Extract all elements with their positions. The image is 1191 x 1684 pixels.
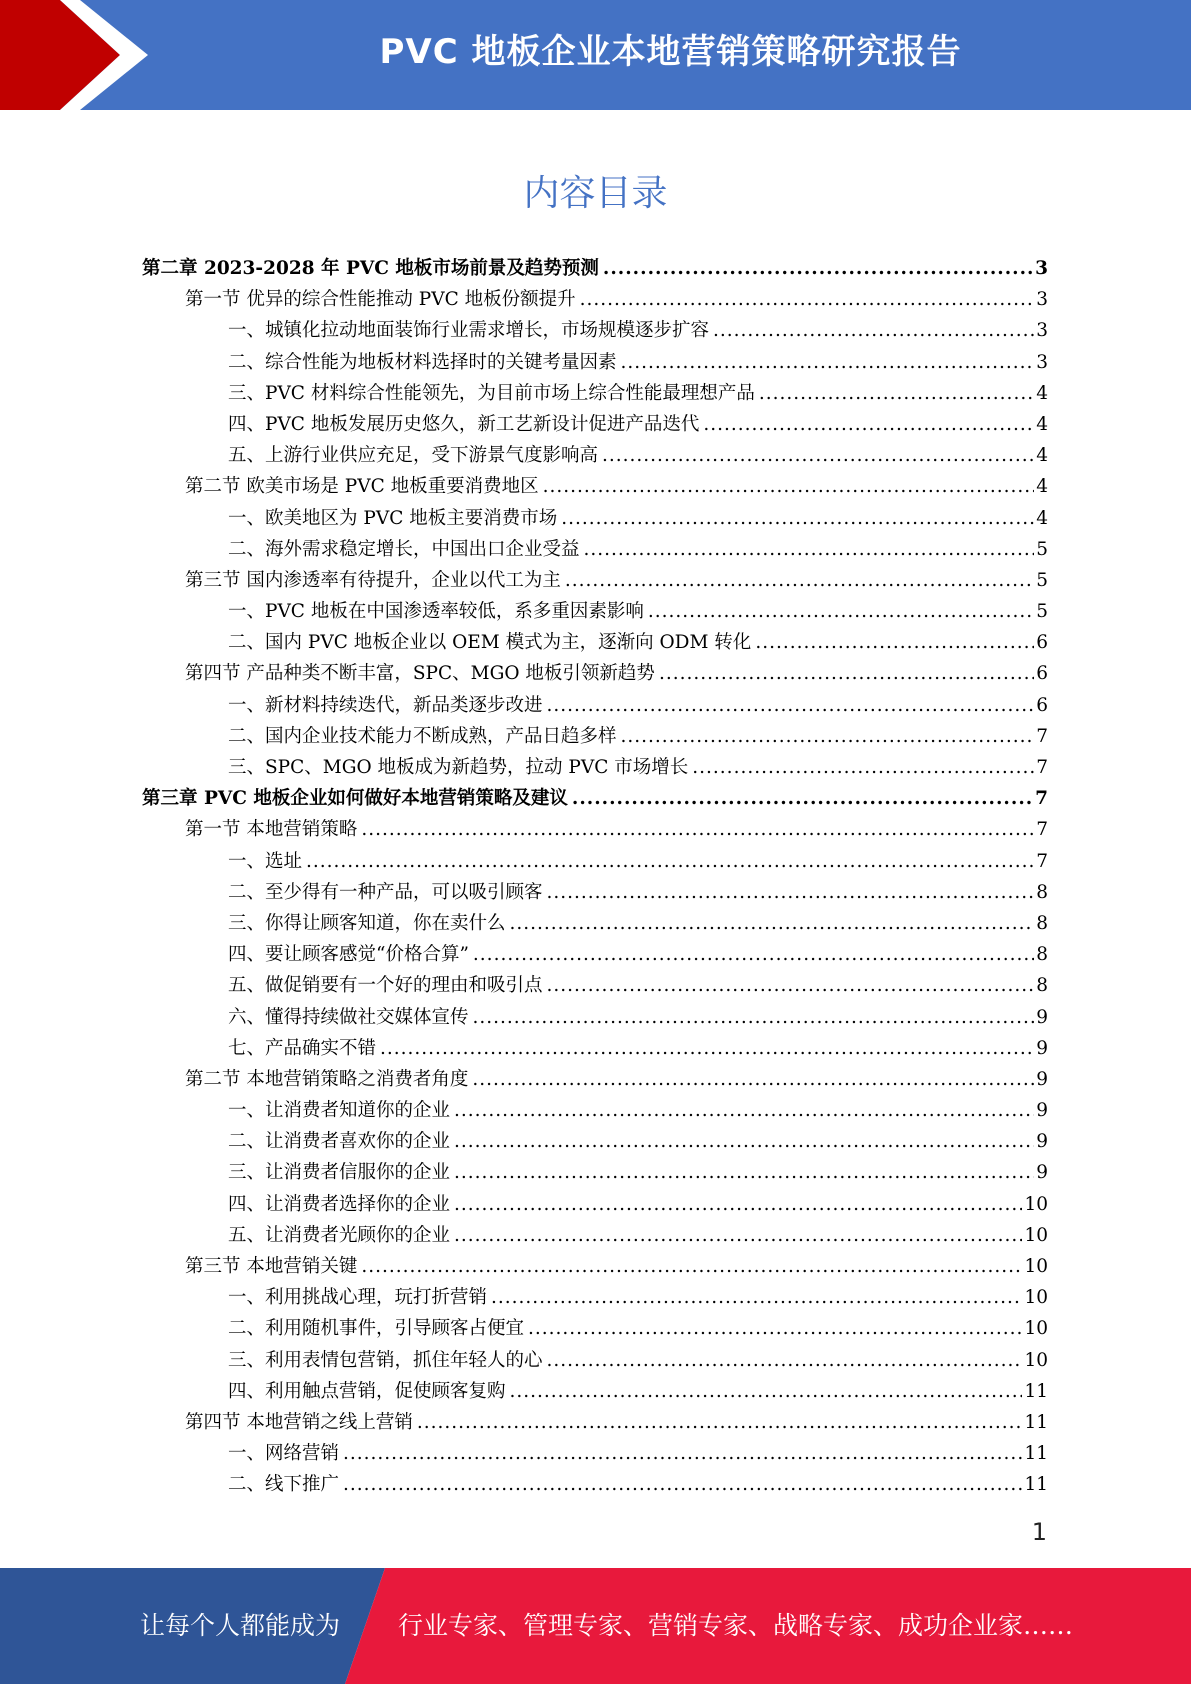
toc-entry-label: 四、要让顾客感觉“价格合算” xyxy=(228,944,469,966)
toc-dot-leader xyxy=(565,570,1034,591)
toc-entry-page: 11 xyxy=(1024,1411,1048,1433)
toc-entry-label: 第三节 本地营销关键 xyxy=(185,1256,358,1277)
toc-dot-leader xyxy=(561,508,1034,529)
toc-entry[interactable] xyxy=(142,1158,1048,1189)
toc-entry[interactable] xyxy=(142,1377,1048,1408)
toc-entry[interactable] xyxy=(142,815,1048,846)
toc-entry-page: 10 xyxy=(1024,1256,1048,1277)
toc-dot-leader xyxy=(380,1038,1034,1059)
toc-entry[interactable] xyxy=(142,472,1048,503)
toc-entry-page: 4 xyxy=(1036,413,1048,435)
toc-entry-page: 7 xyxy=(1036,725,1048,747)
toc-dot-leader xyxy=(417,1412,1023,1433)
table-of-contents xyxy=(142,254,1048,1502)
toc-entry-page: 4 xyxy=(1036,507,1048,529)
toc-entry-label: 第二节 本地营销策略之消费者角度 xyxy=(185,1068,469,1090)
toc-dot-leader xyxy=(547,975,1035,996)
toc-entry-label: 六、懂得持续做社交媒体宣传 xyxy=(228,1006,469,1028)
toc-entry-label: 五、上游行业供应充足，受下游景气度影响高 xyxy=(228,445,599,467)
toc-entry[interactable] xyxy=(142,441,1048,472)
toc-entry[interactable] xyxy=(142,1408,1048,1439)
toc-dot-leader xyxy=(547,882,1035,903)
toc-entry-page: 3 xyxy=(1035,258,1048,279)
toc-entry-page: 11 xyxy=(1024,1380,1048,1402)
toc-dot-leader xyxy=(580,289,1035,310)
toc-entry-label: 一、城镇化拉动地面装饰行业需求增长，市场规模逐步扩容 xyxy=(228,320,710,342)
toc-entry-label: 一、选址 xyxy=(228,850,303,872)
page-header xyxy=(0,0,1191,110)
footer-slogan-left: 让每个人都能成为 xyxy=(140,1611,341,1640)
toc-entry-page: 7 xyxy=(1036,819,1048,841)
toc-entry-label: 三、SPC、MGO 地板成为新趋势，拉动 PVC 市场增长 xyxy=(228,757,689,778)
toc-entry-label: 四、让消费者选择你的企业 xyxy=(228,1193,451,1215)
toc-entry[interactable] xyxy=(142,410,1048,441)
toc-entry-page: 6 xyxy=(1036,663,1048,685)
toc-entry-page: 10 xyxy=(1024,1349,1048,1371)
toc-entry-page: 10 xyxy=(1024,1193,1048,1215)
toc-entry-label: 五、做促销要有一个好的理由和吸引点 xyxy=(228,975,543,997)
toc-entry-label: 三、利用表情包营销，抓住年轻人的心 xyxy=(228,1349,543,1371)
toc-entry-label: 三、PVC 材料综合性能领先，为目前市场上综合性能最理想产品 xyxy=(228,382,755,404)
toc-entry-label: 二、至少得有一种产品，可以吸引顾客 xyxy=(228,881,543,903)
toc-entry[interactable] xyxy=(142,254,1048,285)
toc-dot-leader xyxy=(547,1350,1023,1371)
toc-entry[interactable] xyxy=(142,348,1048,379)
toc-entry-label: 一、欧美地区为 PVC 地板主要消费市场 xyxy=(228,507,558,529)
toc-dot-leader xyxy=(759,383,1034,404)
toc-entry-page: 5 xyxy=(1036,538,1048,560)
toc-entry[interactable] xyxy=(142,566,1048,597)
toc-entry-label: 第二章 2023-2028 年 PVC 地板市场前景及趋势预测 xyxy=(142,258,599,279)
toc-entry-page: 4 xyxy=(1036,476,1048,498)
toc-dot-leader xyxy=(306,851,1034,872)
toc-entry-page: 4 xyxy=(1036,445,1048,467)
toc-entry[interactable] xyxy=(142,316,1048,347)
toc-dot-leader xyxy=(361,819,1034,840)
toc-entry-label: 第一节 优异的综合性能推动 PVC 地板份额提升 xyxy=(185,289,576,311)
toc-entry-page: 5 xyxy=(1036,569,1048,591)
toc-entry-label: 第三章 PVC 地板企业如何做好本地营销策略及建议 xyxy=(142,788,568,810)
toc-dot-leader xyxy=(621,352,1035,373)
toc-entry-label: 二、线下推广 xyxy=(228,1474,340,1496)
toc-entry[interactable] xyxy=(142,504,1048,535)
toc-entry-page: 9 xyxy=(1036,1162,1048,1184)
toc-entry-page: 9 xyxy=(1036,1006,1048,1028)
toc-entry-page: 8 xyxy=(1036,944,1048,966)
toc-entry[interactable] xyxy=(142,1283,1048,1314)
toc-entry-label: 三、你得让顾客知道，你在卖什么 xyxy=(228,912,506,934)
toc-entry-page: 7 xyxy=(1036,850,1048,872)
report-title: PVC 地板企业本地营销策略研究报告 xyxy=(379,32,962,72)
toc-entry[interactable] xyxy=(142,1065,1048,1096)
toc-dot-leader xyxy=(343,1443,1022,1464)
toc-entry[interactable] xyxy=(142,285,1048,316)
toc-entry-page: 5 xyxy=(1036,601,1048,623)
toc-entry[interactable] xyxy=(142,1252,1048,1283)
toc-entry-page: 7 xyxy=(1035,788,1048,810)
toc-dot-leader xyxy=(648,601,1034,622)
toc-dot-leader xyxy=(454,1225,1022,1246)
toc-entry-page: 9 xyxy=(1036,1100,1048,1122)
toc-dot-leader xyxy=(454,1100,1034,1121)
toc-entry-page: 10 xyxy=(1024,1224,1048,1246)
toc-entry[interactable] xyxy=(142,1314,1048,1345)
toc-dot-leader xyxy=(343,1474,1022,1495)
toc-dot-leader xyxy=(454,1194,1022,1215)
toc-entry[interactable] xyxy=(142,1439,1048,1470)
toc-entry-label: 第四节 本地营销之线上营销 xyxy=(185,1411,413,1433)
toc-entry-page: 9 xyxy=(1036,1037,1048,1059)
toc-entry-page: 6 xyxy=(1036,632,1048,654)
toc-dot-leader xyxy=(528,1318,1022,1339)
toc-entry-page: 8 xyxy=(1036,881,1048,903)
toc-dot-leader xyxy=(572,788,1033,809)
toc-entry-label: 七、产品确实不错 xyxy=(228,1037,377,1059)
toc-entry[interactable] xyxy=(142,878,1048,909)
toc-entry-label: 第三节 国内渗透率有待提升，企业以代工为主 xyxy=(185,569,561,591)
toc-dot-leader xyxy=(510,913,1035,934)
toc-entry-page: 7 xyxy=(1036,757,1048,778)
toc-entry-page: 10 xyxy=(1024,1318,1048,1340)
toc-dot-leader xyxy=(621,726,1035,747)
toc-entry[interactable] xyxy=(142,909,1048,940)
footer-slogan-right: 行业专家、管理专家、营销专家、战略专家、成功企业家…… xyxy=(398,1611,1074,1640)
toc-entry[interactable] xyxy=(142,379,1048,410)
page-number: 1 xyxy=(1031,1518,1047,1546)
toc-entry-label: 五、让消费者光顾你的企业 xyxy=(228,1224,451,1246)
toc-dot-leader xyxy=(584,539,1035,560)
toc-dot-leader xyxy=(510,1381,1023,1402)
toc-entry[interactable] xyxy=(142,1096,1048,1127)
toc-dot-leader xyxy=(603,258,1033,279)
toc-entry-label: 二、海外需求稳定增长，中国出口企业受益 xyxy=(228,538,580,560)
toc-entry-label: 二、国内 PVC 地板企业以 OEM 模式为主，逐渐向 ODM 转化 xyxy=(228,632,752,654)
toc-entry[interactable] xyxy=(142,628,1048,659)
toc-entry[interactable] xyxy=(142,1346,1048,1377)
toc-entry[interactable] xyxy=(142,1127,1048,1158)
toc-entry-page: 8 xyxy=(1036,975,1048,997)
toc-entry[interactable] xyxy=(142,1221,1048,1252)
toc-entry[interactable] xyxy=(142,847,1048,878)
toc-dot-leader xyxy=(473,944,1034,965)
toc-dot-leader xyxy=(491,1287,1022,1308)
toc-dot-leader xyxy=(472,1069,1034,1090)
toc-dot-leader xyxy=(659,663,1034,684)
toc-dot-leader xyxy=(454,1162,1034,1183)
toc-entry-label: 一、网络营销 xyxy=(228,1443,340,1465)
toc-entry-label: 二、国内企业技术能力不断成熟，产品日趋多样 xyxy=(228,725,617,747)
toc-entry-label: 四、PVC 地板发展历史悠久，新工艺新设计促进产品迭代 xyxy=(228,413,700,435)
toc-entry-label: 一、新材料持续迭代，新品类逐步改进 xyxy=(228,694,543,716)
toc-dot-leader xyxy=(473,1007,1035,1028)
toc-entry-page: 3 xyxy=(1036,320,1048,342)
toc-dot-leader xyxy=(755,632,1034,653)
toc-entry[interactable] xyxy=(142,597,1048,628)
toc-dot-leader xyxy=(713,320,1034,341)
toc-entry-page: 9 xyxy=(1036,1068,1048,1090)
page-footer xyxy=(0,1568,1191,1684)
toc-entry-label: 第四节 产品种类不断丰富，SPC、MGO 地板引领新趋势 xyxy=(185,663,655,685)
toc-entry[interactable] xyxy=(142,940,1048,971)
toc-dot-leader xyxy=(602,445,1034,466)
toc-entry[interactable] xyxy=(142,971,1048,1002)
toc-entry[interactable] xyxy=(142,784,1048,815)
toc-entry[interactable] xyxy=(142,1034,1048,1065)
toc-entry[interactable] xyxy=(142,691,1048,722)
toc-entry[interactable] xyxy=(142,1190,1048,1221)
toc-entry-label: 第二节 欧美市场是 PVC 地板重要消费地区 xyxy=(185,476,539,498)
toc-entry-page: 6 xyxy=(1036,694,1048,716)
toc-entry[interactable] xyxy=(142,722,1048,753)
toc-entry[interactable] xyxy=(142,1003,1048,1034)
toc-entry-label: 一、利用挑战心理，玩打折营销 xyxy=(228,1287,488,1309)
toc-entry-page: 11 xyxy=(1024,1474,1048,1496)
toc-entry[interactable] xyxy=(142,1470,1048,1501)
toc-dot-leader xyxy=(547,695,1035,716)
toc-entry[interactable] xyxy=(142,753,1048,784)
toc-entry-label: 一、PVC 地板在中国渗透率较低，系多重因素影响 xyxy=(228,601,644,623)
toc-dot-leader xyxy=(543,476,1035,497)
toc-dot-leader xyxy=(692,757,1034,778)
toc-entry[interactable] xyxy=(142,535,1048,566)
toc-entry-page: 9 xyxy=(1036,1131,1048,1153)
toc-entry-label: 二、综合性能为地板材料选择时的关键考量因素 xyxy=(228,351,617,373)
toc-entry-label: 二、让消费者喜欢你的企业 xyxy=(228,1131,451,1153)
toc-entry-page: 3 xyxy=(1036,289,1048,311)
toc-dot-leader xyxy=(361,1256,1022,1277)
toc-dot-leader xyxy=(703,414,1034,435)
toc-entry-label: 一、让消费者知道你的企业 xyxy=(228,1100,451,1122)
toc-entry-page: 3 xyxy=(1036,351,1048,373)
toc-entry-page: 11 xyxy=(1024,1443,1048,1465)
toc-entry-page: 10 xyxy=(1024,1287,1048,1309)
toc-entry-page: 8 xyxy=(1036,912,1048,934)
toc-entry-page: 4 xyxy=(1036,382,1048,404)
toc-entry-label: 三、让消费者信服你的企业 xyxy=(228,1162,451,1184)
toc-entry[interactable] xyxy=(142,659,1048,690)
toc-entry-label: 第一节 本地营销策略 xyxy=(185,819,358,841)
toc-dot-leader xyxy=(454,1131,1034,1152)
toc-heading: 内容目录 xyxy=(523,173,668,214)
toc-entry-label: 四、利用触点营销，促使顾客复购 xyxy=(228,1380,506,1402)
toc-entry-label: 二、利用随机事件，引导顾客占便宜 xyxy=(228,1318,525,1340)
